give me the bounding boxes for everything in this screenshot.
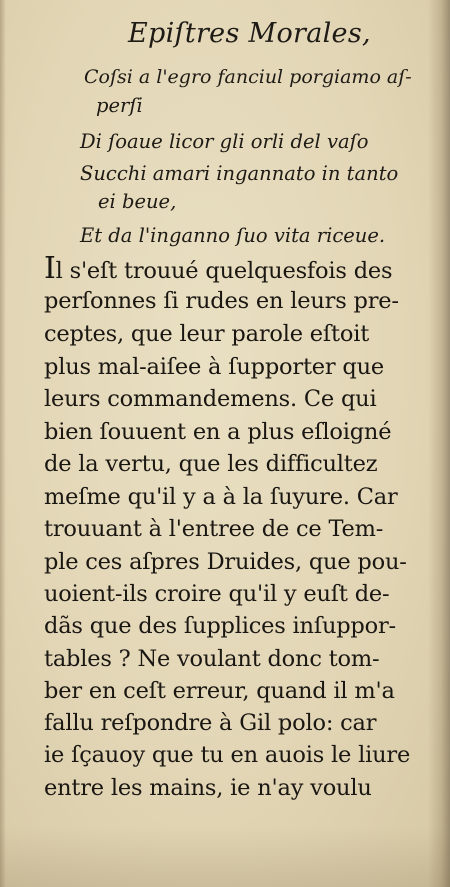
bottom-shade bbox=[0, 827, 450, 887]
prose-line-14: ber en ceſt erreur, quand il m'a bbox=[44, 678, 395, 704]
drop-initial: I bbox=[44, 251, 56, 286]
prose-line-7: de la vertu, que les difficultez bbox=[44, 451, 378, 477]
prose-line-2: perſonnes ſi rudes en leurs pre- bbox=[44, 288, 399, 314]
prose-line-17: entre les mains, ie n'ay voulu bbox=[44, 775, 372, 801]
prose-line-9: trouuant à l'entree de ce Tem- bbox=[44, 516, 384, 542]
prose-line-15: fallu reſpondre à Gil polo: car bbox=[44, 710, 377, 736]
verse-line-4: Succhi amari ingannato in tanto bbox=[80, 162, 399, 185]
verse-line-1: Coſsi a l'egro fanciul porgiamo aſ- bbox=[84, 66, 412, 88]
verse-line-6: Et da l'inganno ſuo vita riceue. bbox=[80, 224, 386, 247]
prose-line-1 bbox=[44, 251, 393, 286]
prose-line-6: bien ſouuent en a plus eſloigné bbox=[44, 419, 392, 445]
prose-line-4: plus mal-aiſee à ſupporter que bbox=[44, 354, 385, 380]
verse-line-5: ei beue, bbox=[98, 190, 177, 213]
prose-line-10: ple ces aſpres Druides, que pou- bbox=[44, 549, 407, 575]
prose-line-12: dãs que des ſupplices inſuppor- bbox=[44, 613, 396, 639]
prose-line-1-text: l s'eſt trouué quelquesfois des bbox=[55, 258, 393, 284]
running-title: Epiſtres Morales, bbox=[128, 18, 371, 49]
prose-line-5: leurs commandemens. Ce qui bbox=[44, 386, 377, 412]
page-edge-shadow bbox=[0, 0, 6, 887]
verse-line-3: Di ſoaue licor gli orli del vaſo bbox=[80, 130, 369, 153]
prose-line-16: ie ſçauoy que tu en auois le liure bbox=[44, 742, 411, 768]
gutter-shadow bbox=[428, 0, 450, 887]
verse-line-2: perſi bbox=[96, 94, 143, 117]
prose-line-8: meſme qu'il y a à la ſuyure. Car bbox=[44, 484, 398, 510]
prose-line-11: uoient-ils croire qu'il y euſt de- bbox=[44, 581, 390, 607]
prose-line-3: ceptes, que leur parole eſtoit bbox=[44, 321, 370, 347]
prose-line-13: tables ? Ne voulant donc tom- bbox=[44, 646, 380, 672]
